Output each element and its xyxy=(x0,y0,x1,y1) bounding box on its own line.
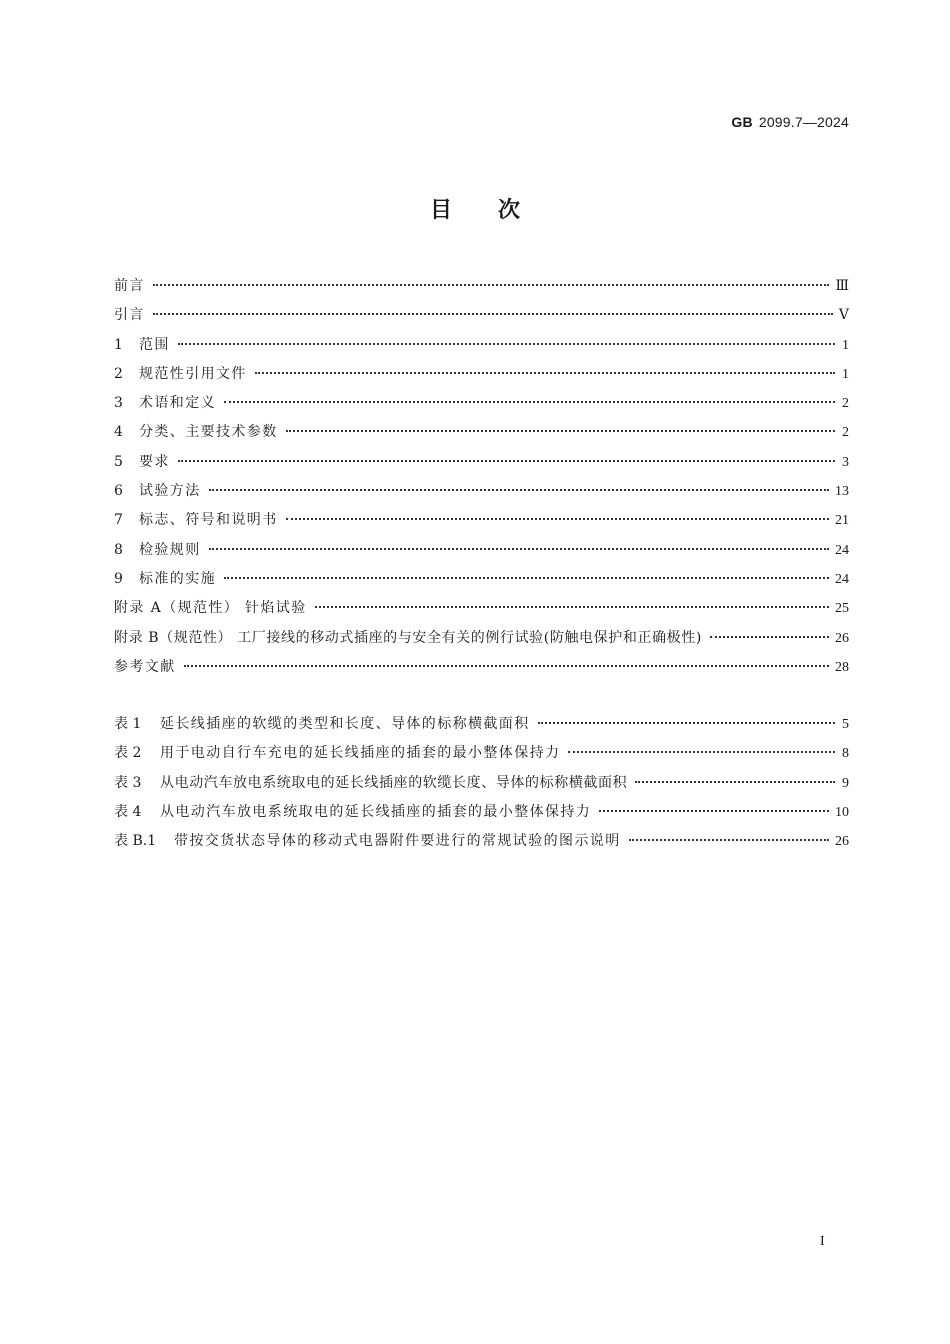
dot-leader xyxy=(286,428,835,432)
table-entry[interactable] xyxy=(114,739,849,768)
toc-entry-label: 试验方法 xyxy=(139,483,201,500)
toc-entry-page: 2 xyxy=(842,396,849,412)
dot-leader xyxy=(255,370,835,374)
toc-entry-number: 3 xyxy=(114,395,123,412)
toc-entry[interactable] xyxy=(114,653,849,682)
toc-entry-label: 范围 xyxy=(139,336,170,353)
toc-entry-number: 4 xyxy=(114,424,123,441)
table-entry[interactable] xyxy=(114,827,849,856)
toc-entry-label: 检验规则 xyxy=(139,541,201,558)
toc-entry-page: 1 xyxy=(842,337,849,353)
table-list xyxy=(114,710,849,856)
table-entry-page: 8 xyxy=(842,746,849,762)
toc-entry-label: 标准的实施 xyxy=(139,570,216,587)
toc-entry-page: 28 xyxy=(835,659,849,675)
toc-entry[interactable] xyxy=(114,536,849,565)
table-entry-number: 表 B.1 xyxy=(114,833,157,850)
toc-entry[interactable] xyxy=(114,477,849,506)
toc-entry[interactable] xyxy=(114,389,849,418)
toc-entry-page: 24 xyxy=(835,571,849,587)
toc-entry-page: 24 xyxy=(835,542,849,558)
toc-entry-page: Ⅲ xyxy=(835,279,849,294)
table-entry-label: 带按交货状态导体的移动式电器附件要进行的常规试验的图示说明 xyxy=(174,833,621,850)
toc-entry-label: 附录 B（规范性） 工厂接线的移动式插座的与安全有关的例行试验(防触电保护和正确极性) xyxy=(114,629,702,646)
toc-entry[interactable] xyxy=(114,301,849,330)
dot-leader xyxy=(599,808,829,812)
dot-leader xyxy=(629,837,829,841)
page-number: I xyxy=(820,1234,825,1249)
toc-entry-label: 要求 xyxy=(139,453,170,470)
toc-entry-label: 引言 xyxy=(114,307,145,324)
toc-entry-number: 6 xyxy=(114,483,123,500)
dot-leader xyxy=(209,546,829,550)
standard-number: 2099.7—2024 xyxy=(758,114,849,130)
toc-entry-number: 8 xyxy=(114,541,123,558)
dot-leader xyxy=(178,458,835,462)
dot-leader xyxy=(315,604,829,608)
toc-entry[interactable] xyxy=(114,418,849,447)
table-entry-number: 表 3 xyxy=(114,774,142,791)
dot-leader xyxy=(184,663,829,667)
dot-leader xyxy=(209,487,829,491)
table-entry-number: 表 2 xyxy=(114,745,142,762)
dot-leader xyxy=(286,516,829,520)
table-entry-label: 从电动汽车放电系统取电的延长线插座的软缆长度、导体的标称横截面积 xyxy=(160,774,628,791)
toc-entry-label: 参考文献 xyxy=(114,658,176,675)
toc-entry-label: 标志、符号和说明书 xyxy=(139,512,278,529)
dot-leader xyxy=(224,575,829,579)
toc-entry-number: 5 xyxy=(114,453,123,470)
toc-entry-page: 3 xyxy=(842,454,849,470)
table-entry[interactable] xyxy=(114,769,849,798)
standard-prefix: GB xyxy=(731,114,753,130)
toc-entry-page: 13 xyxy=(835,484,849,500)
toc-entry-page: 21 xyxy=(835,513,849,529)
toc-entry[interactable] xyxy=(114,448,849,477)
table-entry-page: 9 xyxy=(842,775,849,791)
table-entry-number: 表 4 xyxy=(114,803,142,820)
toc-entry-label: 规范性引用文件 xyxy=(139,365,247,382)
toc-entry-label: 附录 A（规范性） 针焰试验 xyxy=(114,600,307,617)
toc-entry[interactable] xyxy=(114,624,849,653)
toc-entry-number: 2 xyxy=(114,365,123,382)
toc-entry-label: 分类、主要技术参数 xyxy=(139,424,278,441)
table-entry-label: 延长线插座的软缆的类型和长度、导体的标称横截面积 xyxy=(160,716,530,732)
dot-leader xyxy=(224,399,835,403)
dot-leader xyxy=(153,311,833,315)
dot-leader xyxy=(178,341,835,345)
toc-entry-number: 9 xyxy=(114,570,123,587)
toc-entry[interactable] xyxy=(114,506,849,535)
dot-leader xyxy=(635,779,835,783)
toc-entry-number: 7 xyxy=(114,512,123,529)
toc-entry[interactable] xyxy=(114,360,849,389)
toc-entry[interactable] xyxy=(114,565,849,594)
toc-entry-page: 26 xyxy=(835,630,849,646)
dot-leader xyxy=(710,634,829,638)
dot-leader xyxy=(153,282,830,286)
toc-entry[interactable] xyxy=(114,594,849,623)
table-entry-label: 用于电动自行车充电的延长线插座的插套的最小整体保持力 xyxy=(160,745,561,762)
standard-code xyxy=(731,114,849,130)
toc-entry-label: 术语和定义 xyxy=(139,395,216,412)
toc-entry-page: 1 xyxy=(842,366,849,382)
table-entry-number: 表 1 xyxy=(114,716,142,732)
table-entry[interactable] xyxy=(114,798,849,827)
toc-entry-page: Ⅴ xyxy=(838,308,849,324)
toc-entry[interactable] xyxy=(114,331,849,360)
table-entry-page: 26 xyxy=(835,834,849,850)
toc-entry[interactable] xyxy=(114,272,849,301)
dot-leader xyxy=(568,749,835,753)
toc-entry-number: 1 xyxy=(114,336,123,353)
table-entry-page: 10 xyxy=(835,804,849,820)
table-entry[interactable] xyxy=(114,710,849,739)
toc-entry-page: 25 xyxy=(835,601,849,617)
table-entry-label: 从电动汽车放电系统取电的延长线插座的插套的最小整体保持力 xyxy=(160,803,592,820)
toc-entry-page: 2 xyxy=(842,425,849,441)
toc-list xyxy=(114,272,849,682)
dot-leader xyxy=(538,720,835,724)
page-title: 目次 xyxy=(429,198,566,223)
table-entry-page: 5 xyxy=(842,717,849,732)
toc-entry-label: 前言 xyxy=(114,278,145,294)
